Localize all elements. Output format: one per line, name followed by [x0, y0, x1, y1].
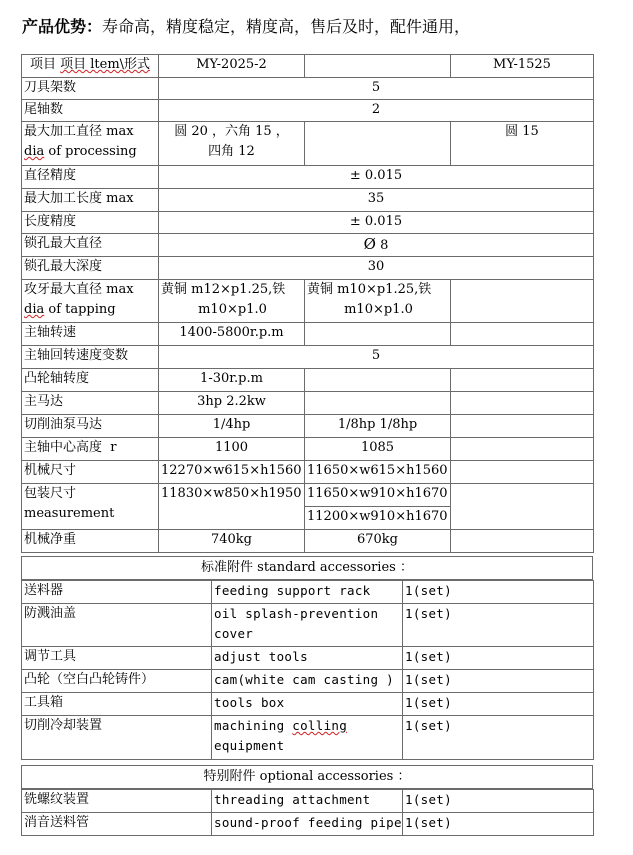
value-line: 黄铜 m10×p1.25,铁 [307, 282, 432, 297]
accessory-cn: 防溅油盖 [22, 604, 212, 647]
row-label: 最大加工长度 max [22, 189, 159, 212]
row-value-a: 740kg [159, 530, 305, 553]
spec-table [21, 54, 594, 553]
table-row [22, 581, 594, 604]
row-value-c [451, 369, 594, 392]
table-row [22, 484, 594, 507]
label-line: dia of processing [24, 144, 137, 159]
accessory-en: sound-proof feeding pipe [212, 813, 403, 836]
accessory-en: threading attachment [212, 790, 403, 813]
row-value-a: 11830×w850×h1950 [159, 484, 305, 530]
row-label: 锁孔最大直径 [22, 234, 159, 257]
label-line: 攻牙最大直径 max [24, 282, 134, 297]
row-value: 2 [159, 100, 594, 122]
accessory-cn: 凸轮（空白凸轮铸件） [22, 670, 212, 693]
row-value-a: 12270×w615×h1560 [159, 461, 305, 484]
row-value-c [451, 484, 594, 530]
table-row [22, 790, 594, 813]
value-line: 四角 12 [208, 144, 255, 159]
accessory-qty: 1(set) [403, 581, 594, 604]
row-value-b: 670kg [305, 530, 451, 553]
label-line: measurement [24, 506, 115, 521]
accessory-en: feeding support rack [212, 581, 403, 604]
row-label: 长度精度 [22, 212, 159, 234]
header-item-text: 项目 ltem\形式 [60, 57, 151, 72]
row-value-b [305, 392, 451, 415]
row-value-b: 11650×w615×h1560 [305, 461, 451, 484]
optional-section [21, 765, 593, 789]
row-label: 主轴转速 [22, 323, 159, 346]
row-value-a: 1400-5800r.p.m [159, 323, 305, 346]
row-value: ± 0.015 [159, 212, 594, 234]
row-label: 机械尺寸 [22, 461, 159, 484]
row-value-c [451, 530, 594, 553]
optional-accessories-table [21, 789, 594, 836]
standard-section [21, 556, 593, 580]
table-row [22, 604, 594, 647]
row-value-a [159, 122, 305, 166]
row-value-a: 1/4hp [159, 415, 305, 438]
table-row [22, 189, 594, 212]
table-row [22, 647, 594, 670]
table-row [22, 392, 594, 415]
header-model-a: MY-2025-2 [159, 55, 305, 78]
value-line: 圆 20 ，六角 15 ， [174, 124, 289, 139]
row-value-b [305, 280, 451, 323]
row-label: 尾轴数 [22, 100, 159, 122]
table-row [22, 212, 594, 234]
standard-section-title: 标准附件 standard accessories ： [22, 557, 593, 580]
row-value [159, 234, 594, 257]
accessory-cn: 切削冷却装置 [22, 716, 212, 760]
label-line: dia of tapping [24, 302, 116, 317]
row-value: 35 [159, 189, 594, 212]
table-row [22, 78, 594, 100]
header-item: 项目 项目 ltem\形式 [22, 55, 159, 78]
row-value-c [451, 438, 594, 461]
accessory-en-line: oil splash-prevention [214, 606, 379, 621]
row-value-b [305, 369, 451, 392]
row-value-b: 11650×w910×h1670 [305, 484, 451, 507]
row-label: 锁孔最大深度 [22, 257, 159, 280]
accessory-en: tools box [212, 693, 403, 716]
row-value-b: 1085 [305, 438, 451, 461]
row-value-b: 11200×w910×h1670 [305, 507, 451, 530]
row-value-c [451, 415, 594, 438]
table-row [22, 461, 594, 484]
accessory-cn: 调节工具 [22, 647, 212, 670]
header-model-b [305, 55, 451, 78]
table-row [22, 280, 594, 323]
accessory-en-line: cover [214, 626, 254, 641]
row-value-c [451, 323, 594, 346]
row-value: ± 0.015 [159, 166, 594, 189]
headline-text: 寿命高，精度稳定，精度高，售后及时，配件通用， [102, 17, 471, 36]
row-label [22, 484, 159, 530]
accessory-qty: 1(set) [403, 716, 594, 760]
label-line: 包装尺寸 [24, 486, 77, 501]
headline-label: 产品优势： [22, 17, 103, 36]
row-value-a: 1-30r.p.m [159, 369, 305, 392]
row-value-c [451, 461, 594, 484]
row-value-a [159, 280, 305, 323]
row-value-b [305, 122, 451, 166]
headline [22, 14, 470, 37]
table-row [22, 716, 594, 760]
table-row [22, 234, 594, 257]
accessory-cn: 铣螺纹装置 [22, 790, 212, 813]
accessory-en [212, 604, 403, 647]
table-row [22, 670, 594, 693]
table-row [22, 257, 594, 280]
accessory-cn: 消音送料管 [22, 813, 212, 836]
table-row [22, 369, 594, 392]
value-text: 8 [380, 238, 389, 253]
row-label [22, 280, 159, 323]
row-value-b: 1/8hp 1/8hp [305, 415, 451, 438]
spec-header-row [22, 55, 594, 78]
row-label: 主轴中心高度 r [22, 438, 159, 461]
accessory-en-line: equipment [214, 738, 285, 753]
accessory-qty: 1(set) [403, 813, 594, 836]
accessory-en: adjust tools [212, 647, 403, 670]
accessory-en: cam(white cam casting ) [212, 670, 403, 693]
table-row [22, 530, 594, 553]
diameter-icon: Ø [363, 235, 376, 253]
row-value-c [451, 280, 594, 323]
row-value-a: 1100 [159, 438, 305, 461]
value-line: 黄铜 m12×p1.25,铁 [161, 282, 286, 297]
table-row [22, 166, 594, 189]
row-value-a: 3hp 2.2kw [159, 392, 305, 415]
row-value: 5 [159, 78, 594, 100]
row-label: 机械净重 [22, 530, 159, 553]
row-label: 刀具架数 [22, 78, 159, 100]
row-label: 主马达 [22, 392, 159, 415]
table-row [22, 346, 594, 369]
accessory-qty: 1(set) [403, 790, 594, 813]
table-row [22, 693, 594, 716]
row-label: 主轴回转速度变数 [22, 346, 159, 369]
row-value: 30 [159, 257, 594, 280]
table-row [22, 323, 594, 346]
row-label: 切削油泵马达 [22, 415, 159, 438]
row-label: 凸轮轴转度 [22, 369, 159, 392]
value-line: m10×p1.0 [344, 302, 413, 317]
table-row [22, 438, 594, 461]
row-value: 5 [159, 346, 594, 369]
optional-section-title: 特别附件 optional accessories ： [22, 766, 593, 789]
row-label: 直径精度 [22, 166, 159, 189]
row-value-c [451, 392, 594, 415]
row-label [22, 122, 159, 166]
row-value-c: 圆 15 [451, 122, 594, 166]
row-value-b [305, 323, 451, 346]
table-row [22, 813, 594, 836]
accessory-qty: 1(set) [403, 604, 594, 647]
accessory-en [212, 716, 403, 760]
accessory-cn: 送料器 [22, 581, 212, 604]
accessory-en-line: machining colling [214, 718, 348, 733]
table-row [22, 100, 594, 122]
table-row [22, 122, 594, 166]
value-line: m10×p1.0 [198, 302, 267, 317]
standard-accessories-table [21, 580, 594, 760]
accessory-qty: 1(set) [403, 647, 594, 670]
label-line: 最大加工直径 max [24, 124, 134, 139]
accessory-cn: 工具箱 [22, 693, 212, 716]
header-model-c: MY-1525 [451, 55, 594, 78]
accessory-qty: 1(set) [403, 693, 594, 716]
accessory-qty: 1(set) [403, 670, 594, 693]
table-row [22, 415, 594, 438]
